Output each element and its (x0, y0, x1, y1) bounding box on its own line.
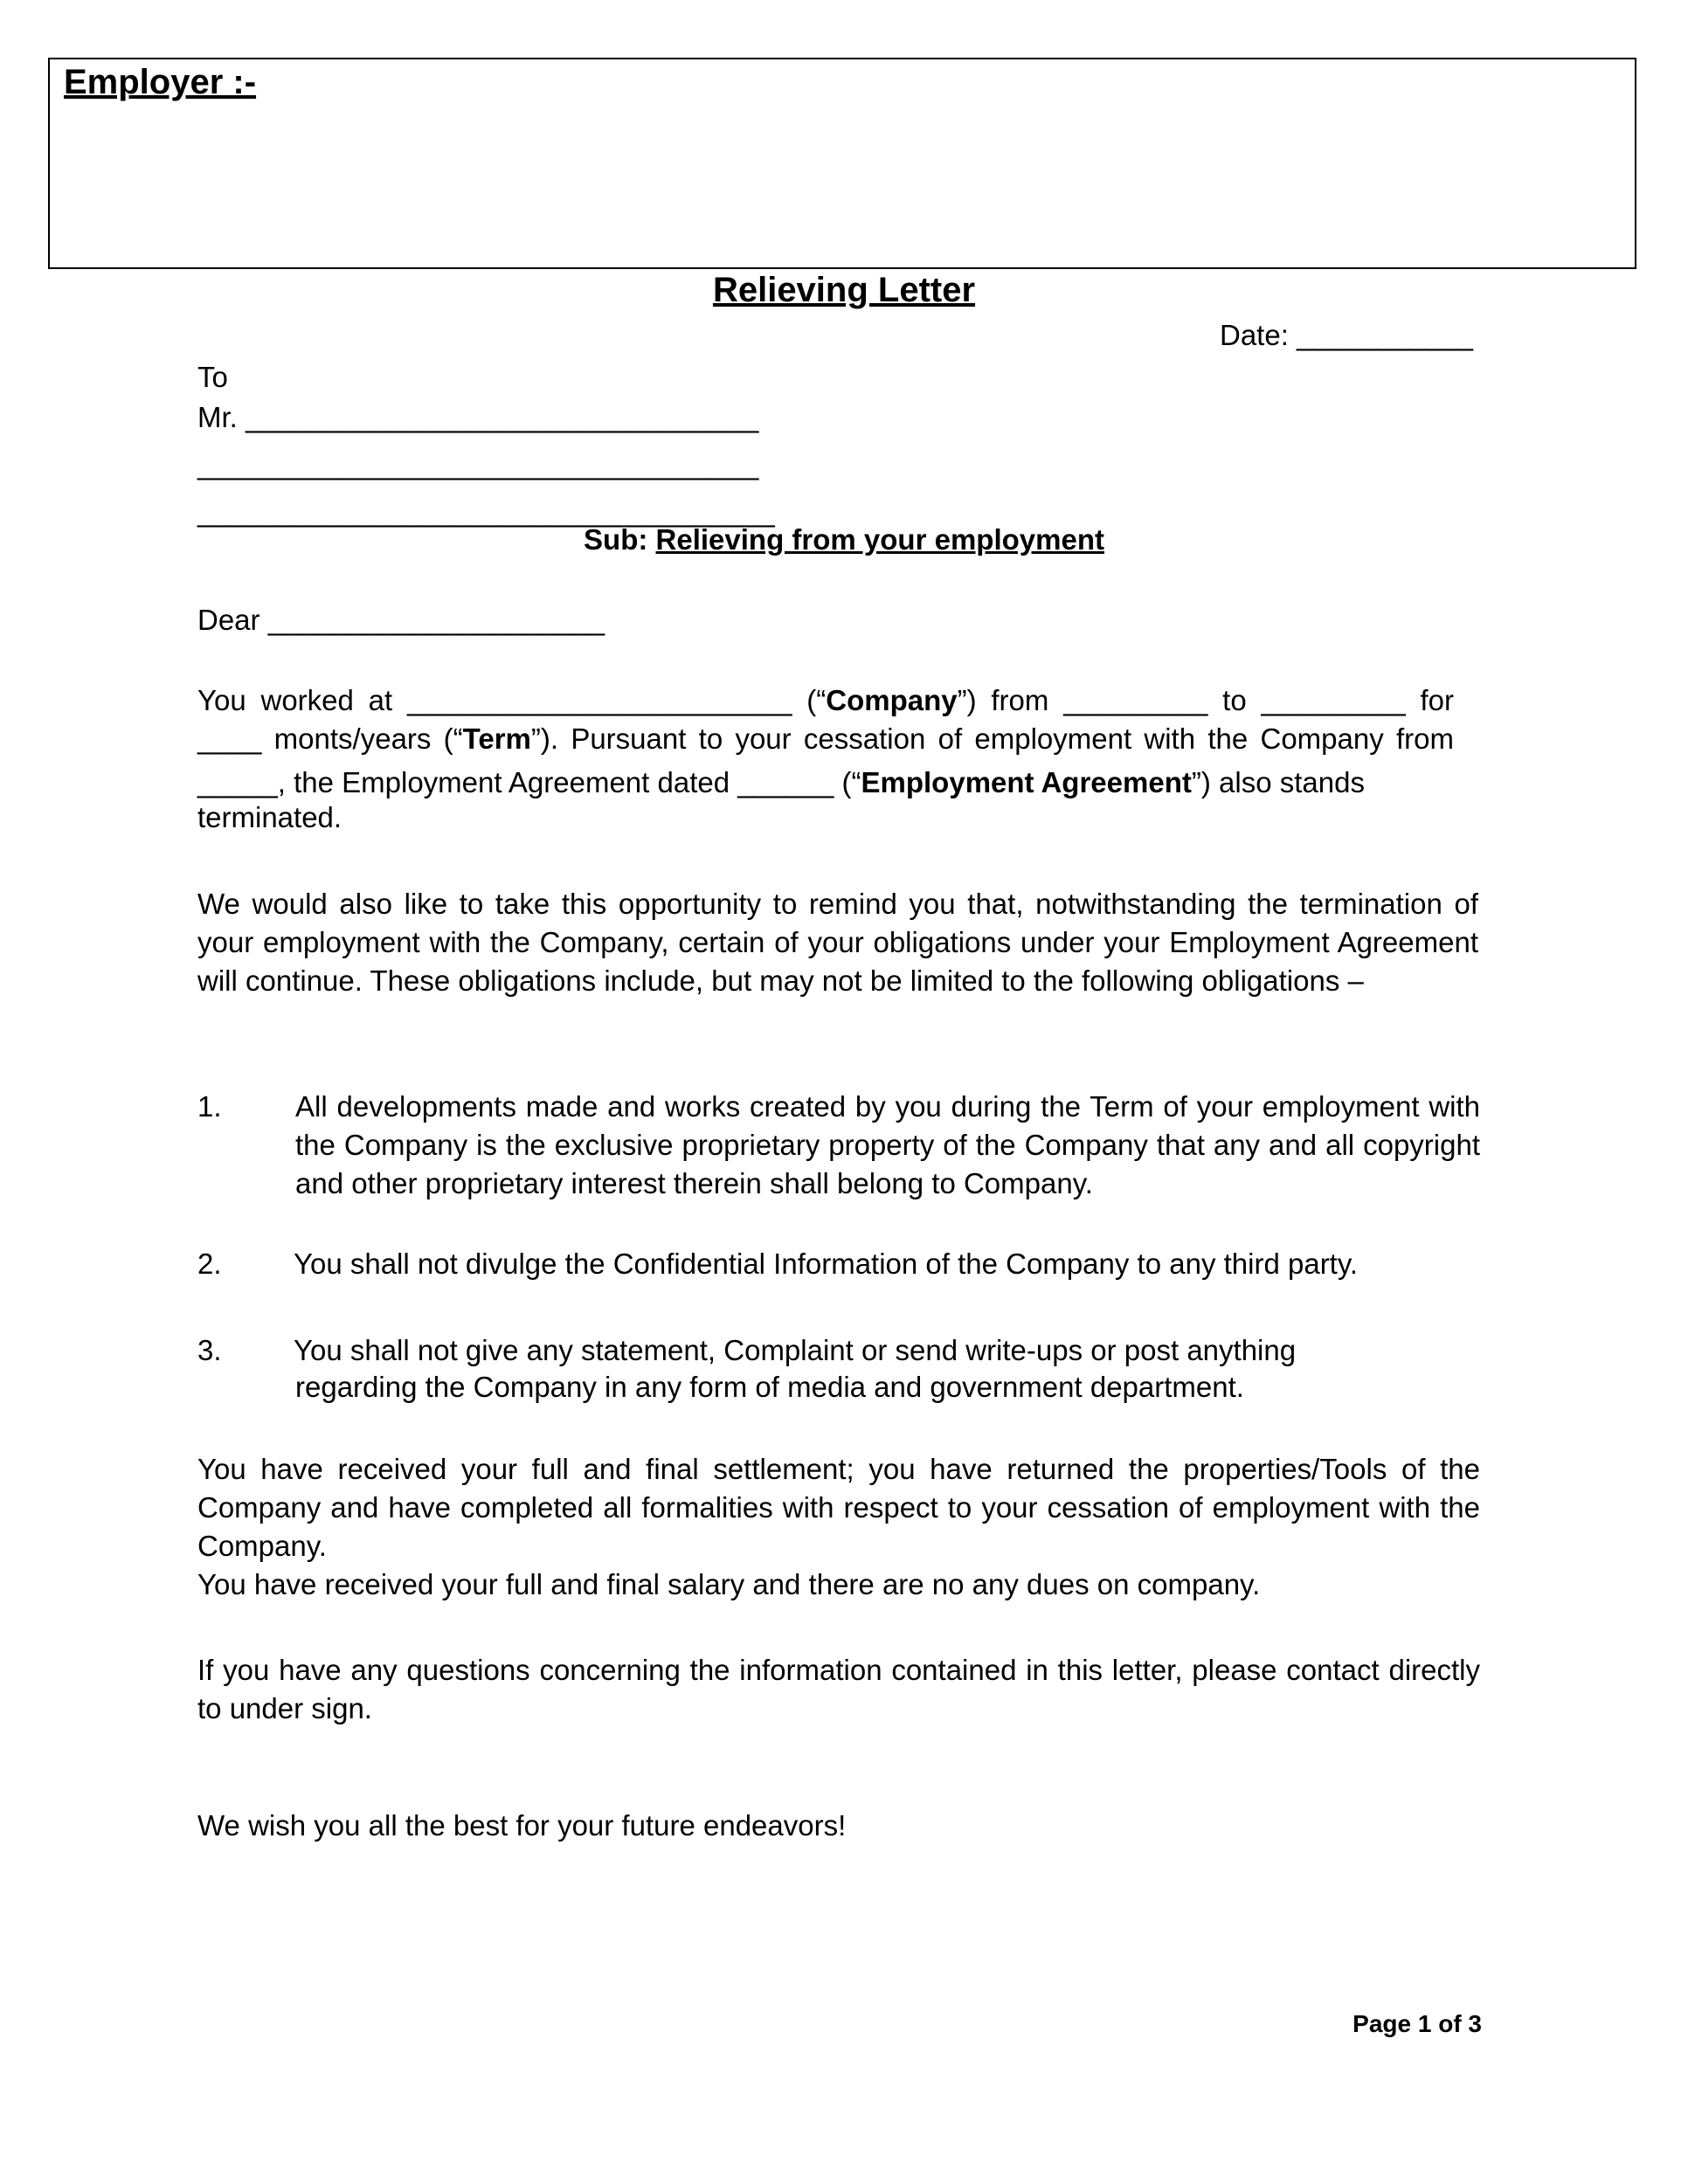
subject-prefix: Sub: (584, 523, 648, 556)
obligation-1-text: All developments made and works created by you during the Term of your employment with the Company is the exclusive proprietary property of the Company that any and all copyright and other proprietary interest therein shall belong to Company. (295, 1090, 1480, 1199)
salutation: Dear _____________________ (197, 604, 605, 636)
address-line-3: ____________________________________ (197, 495, 775, 528)
paragraph-settlement: You have received your full and final settlement; you have returned the properties/Tools of the Company and have completed all formalities with respect to your cessation of employment with the Company. (197, 1453, 1480, 1562)
paragraph-employment-term (197, 681, 1454, 837)
para1-line-4: terminated. (197, 801, 342, 833)
closing-line: We wish you all the best for your future endeavors! (197, 1809, 847, 1842)
paragraph-questions: If you have any questions concerning the information contained in this letter, please contact directly to under sign. (197, 1654, 1480, 1724)
obligation-2-text: You shall not divulge the Confidential Information of the Company to any third party. (294, 1248, 1359, 1280)
subject-line (0, 521, 1688, 559)
obligation-3-line-2: regarding the Company in any form of media and government department. (295, 1371, 1244, 1403)
obligation-3-line-1: You shall not give any statement, Complaint or send write-ups or post anything (294, 1334, 1297, 1366)
obligation-3-number: 3. (197, 1334, 222, 1366)
address-line-2: ___________________________________ (197, 448, 759, 480)
letter-title: Relieving Letter (712, 271, 976, 309)
obligation-1-number: 1. (197, 1090, 222, 1123)
page-number: Page 1 of 3 (1352, 2010, 1482, 2037)
para1-line-2: ____ monts/years (“Term”). Pursuant to your cessation of employment with the Company from (197, 722, 1454, 755)
paragraph-salary: You have received your full and final salary and there are no any dues on company. (197, 1568, 1261, 1600)
paragraph-obligations-intro: We would also like to take this opportunity to remind you that, notwithstanding the termination of your employment with the Company, certain of your obligations under your Employment Agreement will continue. These obligations include, but may not be limited to the following obligations – (197, 888, 1478, 997)
obligation-2-number: 2. (197, 1248, 222, 1280)
date-line: Date: ___________ (1220, 319, 1473, 351)
para1-line-3: _____, the Employment Agreement dated ______ (“Employment Agreement”) also stands (197, 766, 1365, 798)
subject-text: Relieving from your employment (655, 523, 1104, 556)
employer-label: Employer :- (64, 63, 257, 101)
para1-line-1: You worked at ________________________ (“Company”) from _________ to _________ for (197, 684, 1454, 716)
to-label: To (197, 361, 228, 393)
address-line-1: Mr. ________________________________ (197, 401, 759, 433)
employer-box (48, 58, 1636, 269)
